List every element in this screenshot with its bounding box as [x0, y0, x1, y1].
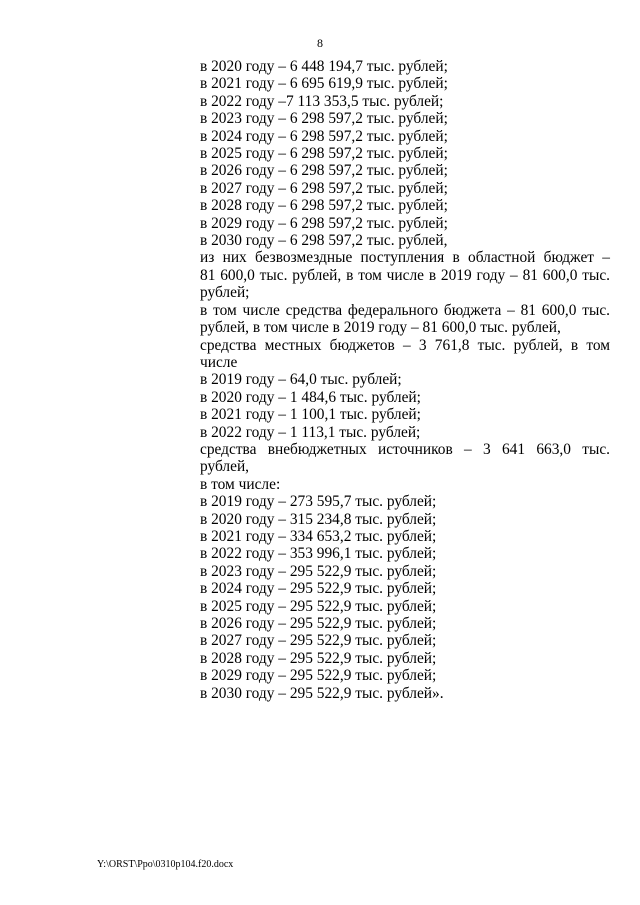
text-line: в 2020 году – 6 448 194,7 тыс. рублей;	[200, 58, 448, 75]
text-line: в 2022 году –7 113 353,5 тыс. рублей;	[200, 92, 444, 110]
text-line: в 2019 году – 64,0 тыс. рублей;	[200, 371, 402, 389]
text-line: в 2028 году – 295 522,9 тыс. рублей;	[200, 649, 437, 667]
text-line: в 2030 году – 6 298 597,2 тыс. рублей,	[200, 232, 448, 250]
text-line: в 2021 году – 6 695 619,9 тыс. рублей;	[200, 75, 448, 93]
text-line: в том числе:	[200, 475, 281, 493]
text-line: в 2019 году – 273 595,7 тыс. рублей;	[200, 493, 437, 511]
text-line: в 2024 году – 6 298 597,2 тыс. рублей;	[200, 127, 448, 145]
text-line: в 2026 году – 295 522,9 тыс. рублей;	[200, 615, 437, 632]
text-line: из них безвозмездные поступления в областной бюджет –	[200, 249, 610, 267]
text-line: в 2029 году – 295 522,9 тыс. рублей;	[200, 667, 437, 685]
text-line: в 2023 году – 6 298 597,2 тыс. рублей;	[200, 110, 448, 128]
page-number: 8	[317, 36, 323, 50]
text-line: в 2025 году – 295 522,9 тыс. рублей;	[200, 597, 437, 615]
document-body	[200, 58, 610, 702]
text-line: в 2022 году – 1 113,1 тыс. рублей;	[200, 423, 421, 441]
text-line: в 2021 году – 1 100,1 тыс. рублей;	[200, 406, 421, 424]
text-line: в 2027 году – 295 522,9 тыс. рублей;	[200, 632, 437, 650]
text-line: в 2021 году – 334 653,2 тыс. рублей;	[200, 527, 437, 545]
text-line: рублей;	[200, 284, 250, 302]
text-line: в 2022 году – 353 996,1 тыс. рублей;	[200, 545, 437, 563]
text-line: 81 600,0 тыс. рублей, в том числе в 2019 году – 81 600,0 тыс.	[200, 266, 610, 284]
text-line: в 2027 году – 6 298 597,2 тыс. рублей;	[200, 179, 448, 197]
text-line: в 2030 году – 295 522,9 тыс. рублей».	[200, 684, 444, 702]
text-line: в 2028 году – 6 298 597,2 тыс. рублей;	[200, 197, 448, 215]
text-line: в 2029 году – 6 298 597,2 тыс. рублей;	[200, 214, 448, 232]
text-line: в 2026 году – 6 298 597,2 тыс. рублей;	[200, 162, 448, 180]
text-line: в 2020 году – 1 484,6 тыс. рублей;	[200, 388, 421, 406]
text-line: средства внебюджетных источников – 3 641 663,0 тыс. рублей,	[200, 440, 610, 476]
text-line: в 2023 году – 295 522,9 тыс. рублей;	[200, 562, 437, 580]
text-line: в 2020 году – 315 234,8 тыс. рублей;	[200, 510, 437, 528]
text-line: в 2025 году – 6 298 597,2 тыс. рублей;	[200, 145, 448, 163]
text-line: в 2024 году – 295 522,9 тыс. рублей;	[200, 580, 437, 598]
text-line: средства местных бюджетов – 3 761,8 тыс. рублей, в том числе	[200, 336, 610, 371]
file-path-footer: Y:\ORST\Ppo\0310p104.f20.docx	[97, 859, 234, 870]
text-line: рублей, в том числе в 2019 году – 81 600,0 тыс. рублей,	[200, 319, 561, 337]
text-line: в том числе средства федерального бюджета – 81 600,0 тыс.	[200, 301, 610, 319]
